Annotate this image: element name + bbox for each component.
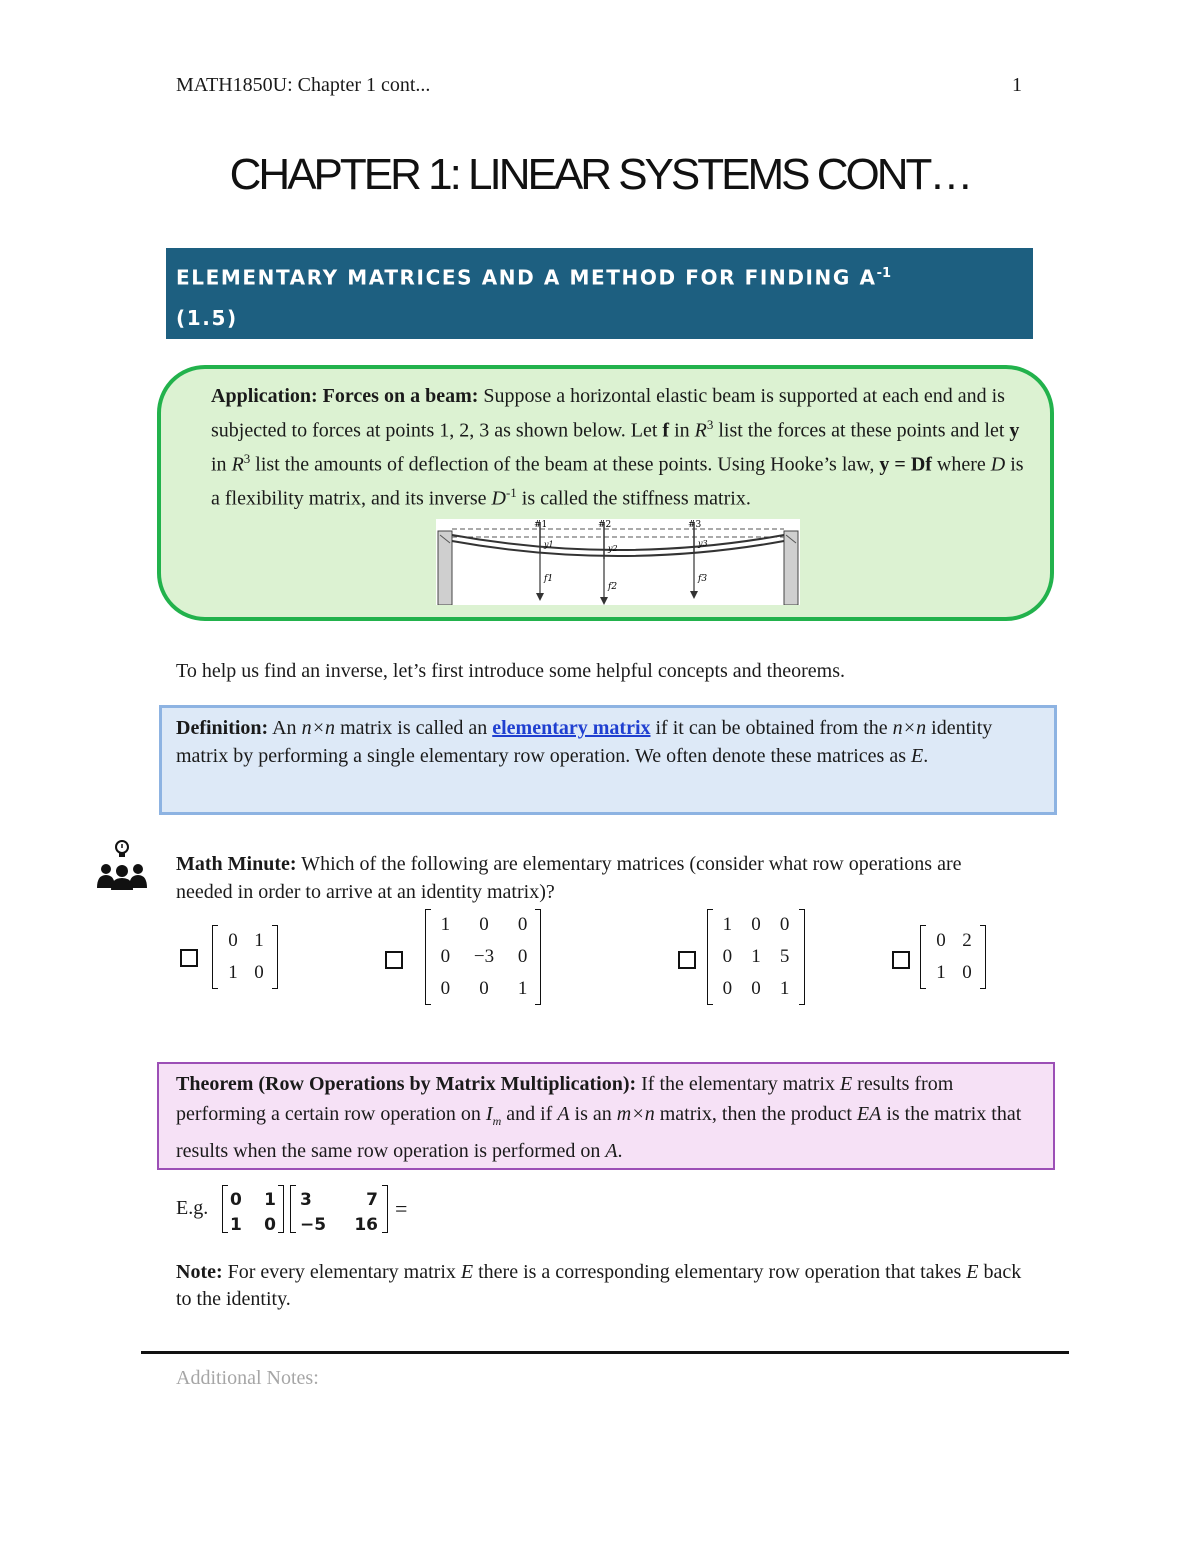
additional-notes-label: Additional Notes: — [176, 1367, 319, 1389]
option-3-checkbox[interactable] — [678, 951, 696, 969]
note-text — [176, 1259, 1036, 1313]
application-heading: Application: Forces on a beam: — [211, 385, 479, 407]
example-matrix-1 — [222, 1185, 284, 1233]
R-symbol: R — [694, 419, 707, 442]
equals-sign: = — [395, 1196, 408, 1221]
section-banner — [166, 248, 1033, 339]
A-symbol: A — [557, 1103, 570, 1125]
R-symbol-2: R — [231, 453, 244, 476]
matrix-cell: 2 — [962, 930, 972, 951]
matrix-cell: 1 — [264, 1189, 276, 1210]
matrix-cell: 7 — [366, 1189, 378, 1210]
section-superscript: -1 — [876, 266, 892, 281]
E-symbol: E — [911, 745, 924, 767]
E-symbol-2: E — [966, 1261, 979, 1283]
EA-product: EA — [856, 1103, 882, 1125]
matrix-cell: 0 — [779, 914, 790, 935]
R-exponent: 3 — [706, 416, 714, 432]
running-header: MATH1850U: Chapter 1 cont... — [176, 74, 431, 96]
I-m-symbol: I — [485, 1103, 493, 1125]
matrix-cell: 0 — [230, 1189, 242, 1210]
matrix-cell: 0 — [517, 946, 528, 967]
section-title: ELEMENTARY MATRICES AND A METHOD FOR FINDING A — [176, 265, 877, 290]
app-text-2: in — [669, 419, 695, 442]
E-symbol: E — [460, 1261, 474, 1283]
force-label-2: f2 — [608, 582, 618, 592]
theorem-label: Theorem (Row Operations by Matrix Multiplication): — [176, 1073, 637, 1095]
app-text-5: list the amounts of deflection of the beam at these points. Using Hooke’s law, — [250, 453, 880, 476]
matrix-cell: −5 — [300, 1214, 327, 1235]
matrix-cell: 1 — [751, 946, 761, 967]
matrix-cell: 1 — [779, 978, 790, 999]
thm-text-1: If the elementary matrix — [636, 1073, 840, 1095]
matrix-cell: 0 — [751, 914, 761, 935]
matrix-cell: 0 — [228, 930, 238, 951]
beam-diagram — [436, 519, 800, 605]
matrix-cell: 5 — [779, 946, 790, 967]
deflection-label-3: y3 — [698, 539, 708, 548]
deflection-label-1: y1 — [544, 540, 554, 549]
D-inverse: D — [491, 487, 506, 510]
R-exponent-2: 3 — [243, 450, 251, 466]
matrix-cell: 0 — [751, 978, 761, 999]
matrix-cell: 0 — [440, 978, 451, 999]
definition-label: Definition: — [176, 717, 269, 739]
matrix-cell: 0 — [962, 962, 972, 983]
math-minute-text — [176, 850, 996, 906]
matrix-cell: 1 — [440, 914, 451, 935]
def-text-5: . — [923, 745, 929, 767]
matrix-cell: 16 — [354, 1214, 378, 1235]
elementary-matrix-link[interactable]: elementary matrix — [492, 717, 651, 739]
matrix-cell: 1 — [254, 930, 264, 951]
E-symbol: E — [839, 1073, 853, 1095]
matrix-cell: 1 — [517, 978, 528, 999]
example-label: E.g. — [176, 1197, 209, 1219]
def-text-1: An — [268, 717, 302, 739]
thm-text-3: and if — [501, 1103, 558, 1125]
thm-text-4: is an — [569, 1103, 617, 1125]
page-number: 1 — [1012, 74, 1022, 96]
matrix-cell: 0 — [936, 930, 946, 951]
group-lightbulb-icon — [96, 838, 148, 890]
matrix-cell: 0 — [722, 978, 733, 999]
option-4-checkbox[interactable] — [892, 951, 910, 969]
def-text-4: identity matrix by performing a single elementary row operation. We often denote these matrices as — [176, 717, 993, 767]
f-vector: f — [662, 419, 670, 442]
matrix-cell: 0 — [264, 1214, 276, 1235]
I-m-subscript: m — [492, 1114, 502, 1128]
point-label-3: #3 — [688, 520, 702, 530]
thm-text-7: . — [617, 1140, 623, 1162]
application-text — [211, 383, 1031, 513]
thm-text-5: matrix, then the product — [654, 1103, 857, 1125]
D-inverse-exponent: -1 — [505, 484, 517, 500]
option-2-matrix — [425, 909, 541, 1005]
chapter-title: CHAPTER 1: LINEAR SYSTEMS CONT… — [229, 150, 971, 199]
def-text-2: matrix is called an — [335, 717, 493, 739]
option-1-checkbox[interactable] — [180, 949, 198, 967]
app-text-1: Suppose a horizontal elastic beam is supported at each end and is subjected to forces at points 1, 2, 3 as shown below. Let — [211, 385, 1005, 442]
divider — [141, 1351, 1069, 1354]
note-text-3: back to the identity. — [176, 1261, 1022, 1310]
point-label-1: #1 — [534, 520, 548, 530]
matrix-cell: 0 — [440, 946, 451, 967]
m-by-n: m×n — [616, 1103, 655, 1125]
matrix-cell: −3 — [473, 946, 495, 967]
n-by-n-2: n×n — [892, 717, 927, 739]
intro-sentence: To help us find an inverse, let’s first introduce some helpful concepts and theorems. — [176, 660, 845, 682]
app-text-3: list the forces at these points and let — [713, 419, 1010, 442]
D-symbol: D — [990, 453, 1006, 476]
app-text-4: in — [211, 453, 232, 476]
matrix-cell: 1 — [936, 962, 946, 983]
section-number: (1.5) — [176, 305, 238, 330]
thm-text-6: is the matrix that results when the same row operation is performed on — [176, 1103, 1022, 1162]
matrix-cell: 1 — [230, 1214, 242, 1235]
matrix-cell: 3 — [300, 1189, 312, 1210]
matrix-cell: 0 — [517, 914, 528, 935]
n-by-n: n×n — [301, 717, 336, 739]
matrix-cell: 1 — [228, 962, 238, 983]
matrix-cell: 0 — [722, 946, 733, 967]
theorem-text — [176, 1069, 1036, 1166]
y-vector: y — [1009, 419, 1020, 442]
deflection-label-2: y2 — [608, 544, 618, 553]
matrix-cell: 0 — [479, 978, 489, 999]
thm-text-2: results from performing a certain row operation on — [176, 1073, 954, 1125]
note-label: Note: — [176, 1261, 223, 1283]
example-matrix-2 — [290, 1185, 388, 1233]
hooke-equation: y = Df — [879, 453, 932, 476]
definition-text — [176, 714, 1036, 770]
app-text-7: is a flexibility matrix, and its inverse — [211, 453, 1024, 510]
math-minute-question: Which of the following are elementary matrices (consider what row operations are needed in order to arrive at an identity matrix)? — [176, 853, 962, 903]
math-minute-label: Math Minute: — [176, 853, 297, 875]
option-1-matrix — [212, 925, 278, 989]
point-label-2: #2 — [598, 520, 612, 530]
matrix-cell: 0 — [254, 962, 264, 983]
app-text-6: where — [931, 453, 991, 476]
option-2-checkbox[interactable] — [385, 951, 403, 969]
app-text-8: is called the stiffness matrix. — [516, 487, 751, 510]
force-label-3: f3 — [698, 574, 708, 584]
note-text-1: For every elementary matrix — [222, 1261, 461, 1283]
option-3-matrix — [707, 909, 805, 1005]
def-text-3: if it can be obtained from the — [650, 717, 893, 739]
force-label-1: f1 — [544, 574, 554, 584]
A-symbol-2: A — [605, 1140, 618, 1162]
matrix-cell: 1 — [722, 914, 733, 935]
note-text-2: there is a corresponding elementary row operation that takes — [473, 1261, 967, 1283]
option-4-matrix — [920, 925, 986, 989]
matrix-cell: 0 — [479, 914, 489, 935]
